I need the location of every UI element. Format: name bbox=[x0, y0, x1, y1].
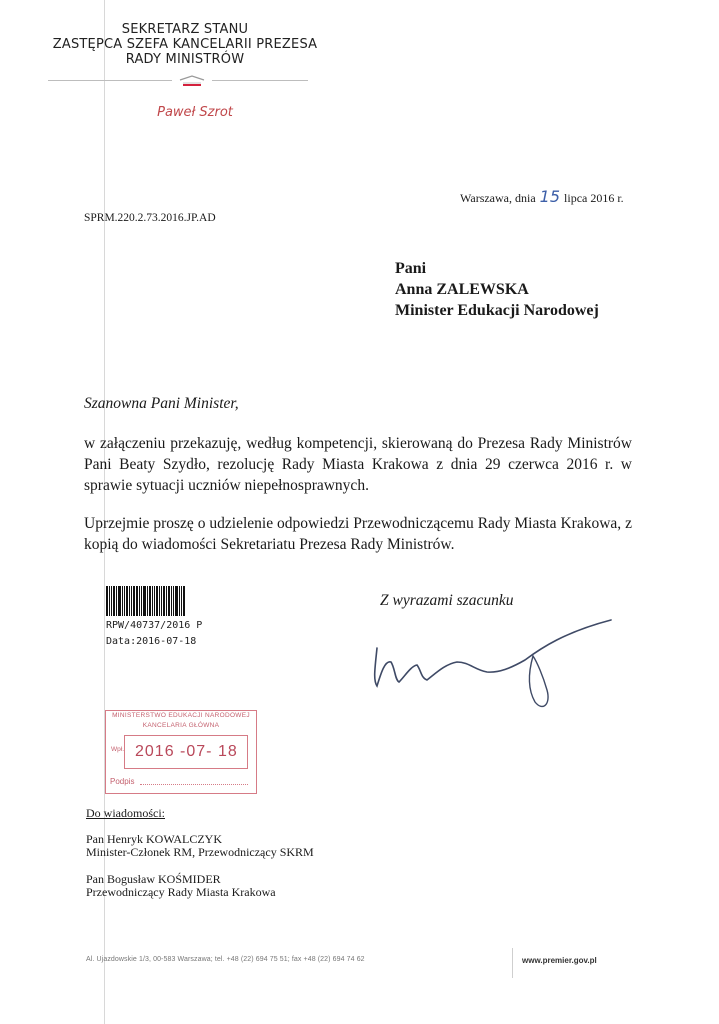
barcode-bar bbox=[163, 586, 165, 616]
addressee-line-2: Anna ZALEWSKA bbox=[395, 281, 529, 298]
barcode-bar bbox=[183, 586, 185, 616]
registration-barcode bbox=[106, 586, 226, 648]
salutation: Szanowna Pani Minister, bbox=[84, 395, 239, 412]
barcode-bar bbox=[141, 586, 142, 616]
stamp-signature-label: Podpis bbox=[110, 777, 135, 786]
footer-website: www.premier.gov.pl bbox=[522, 956, 597, 965]
barcode-bar bbox=[159, 586, 160, 616]
barcode-date: Data:2016-07-18 bbox=[106, 636, 197, 647]
barcode-bar bbox=[109, 586, 110, 616]
stamp-date-box bbox=[124, 735, 248, 769]
stamp-line-1: MINISTERSTWO EDUKACJI NARODOWEJ bbox=[112, 712, 250, 719]
body-paragraph-2: Uprzejmie proszę o udzielenie odpowiedzi Przewodniczącemu Rady Miasta Krakowa, z kopią do wiadomości Sekretariatu Prezesa Rady Ministrów. bbox=[84, 515, 632, 553]
barcode-bar bbox=[154, 586, 155, 616]
cc-recipient-name: Pan Bogusław KOŚMIDER bbox=[86, 872, 221, 886]
barcode-bar bbox=[168, 586, 170, 616]
barcode-bar bbox=[116, 586, 117, 616]
barcode-bar bbox=[171, 586, 172, 616]
barcode-bar bbox=[173, 586, 174, 616]
barcode-bar bbox=[179, 586, 180, 616]
letterhead bbox=[40, 22, 330, 67]
barcode-bar bbox=[124, 586, 125, 616]
barcode-bar bbox=[118, 586, 121, 616]
letterhead-line-2: ZASTĘPCA SZEFA KANCELARII PREZESA bbox=[52, 37, 318, 52]
barcode-bar bbox=[106, 586, 108, 616]
body-paragraph-1: w załączeniu przekazuję, według kompetencji, skierowaną do Prezesa Rady Ministrów Pani Beaty Szydło, rezolucję Rady Miasta Krakowa z dnia 29 czerwca 2016 r. w sprawie sytuacji uczniów niepełnosprawnych. bbox=[84, 435, 632, 494]
barcode-bars bbox=[106, 586, 202, 616]
footer-divider bbox=[512, 948, 513, 978]
barcode-bar bbox=[131, 586, 132, 616]
receipt-stamp bbox=[105, 710, 257, 794]
barcode-bar bbox=[139, 586, 140, 616]
barcode-bar bbox=[133, 586, 135, 616]
letterhead-rule-right bbox=[212, 80, 308, 81]
barcode-bar bbox=[175, 586, 178, 616]
place-prefix: Warszawa, dnia bbox=[460, 191, 536, 205]
cc-recipient-role: Minister-Członek RM, Przewodniczący SKRM bbox=[86, 845, 314, 859]
barcode-bar bbox=[181, 586, 182, 616]
barcode-bar bbox=[149, 586, 151, 616]
barcode-bar bbox=[136, 586, 138, 616]
barcode-bar bbox=[147, 586, 148, 616]
cc-recipient-role: Przewodniczący Rady Miasta Krakowa bbox=[86, 885, 276, 899]
handwritten-day: 15 bbox=[539, 187, 561, 206]
barcode-bar bbox=[143, 586, 146, 616]
addressee-line-3: Minister Edukacji Narodowej bbox=[395, 302, 599, 319]
barcode-bar bbox=[166, 586, 167, 616]
reference-number: SPRM.220.2.73.2016.JP.AD bbox=[84, 212, 216, 224]
eagle-emblem-icon bbox=[177, 74, 207, 88]
barcode-bar bbox=[122, 586, 123, 616]
cc-recipient bbox=[86, 873, 276, 899]
cc-recipient-name: Pan Henryk KOWALCZYK bbox=[86, 832, 222, 846]
barcode-bar bbox=[156, 586, 158, 616]
letterhead-line-1: SEKRETARZ STANU bbox=[121, 22, 249, 37]
stamp-date: 2016 -07- 18 bbox=[135, 743, 238, 760]
footer-address: Al. Ujazdowskie 1/3, 00-583 Warszawa; tel. +48 (22) 694 75 51; fax +48 (22) 694 74 62 bbox=[86, 956, 365, 963]
fold-line bbox=[104, 0, 105, 1024]
stamp-line-2: KANCELARIA GŁÓWNA bbox=[142, 722, 220, 729]
barcode-number: RPW/40737/2016 P bbox=[106, 620, 203, 631]
place-date bbox=[460, 187, 624, 206]
barcode-bar bbox=[111, 586, 112, 616]
cc-recipient bbox=[86, 833, 314, 859]
barcode-bar bbox=[161, 586, 162, 616]
cc-title: Do wiadomości: bbox=[86, 806, 165, 820]
stamp-received-label: Wpł. bbox=[111, 746, 124, 753]
barcode-bar bbox=[152, 586, 153, 616]
barcode-bar bbox=[126, 586, 128, 616]
signatory-name: Paweł Szrot bbox=[157, 105, 233, 120]
closing-phrase: Z wyrazami szacunku bbox=[380, 592, 514, 609]
letterhead-line-3: RADY MINISTRÓW bbox=[125, 52, 245, 67]
letterhead-rule-left bbox=[48, 80, 172, 81]
barcode-bar bbox=[129, 586, 130, 616]
stamp-signature-line bbox=[140, 784, 248, 785]
addressee bbox=[395, 258, 599, 321]
addressee-line-1: Pani bbox=[395, 260, 427, 277]
handwritten-signature bbox=[365, 618, 625, 718]
barcode-bar bbox=[113, 586, 115, 616]
place-suffix: lipca 2016 r. bbox=[564, 191, 624, 205]
